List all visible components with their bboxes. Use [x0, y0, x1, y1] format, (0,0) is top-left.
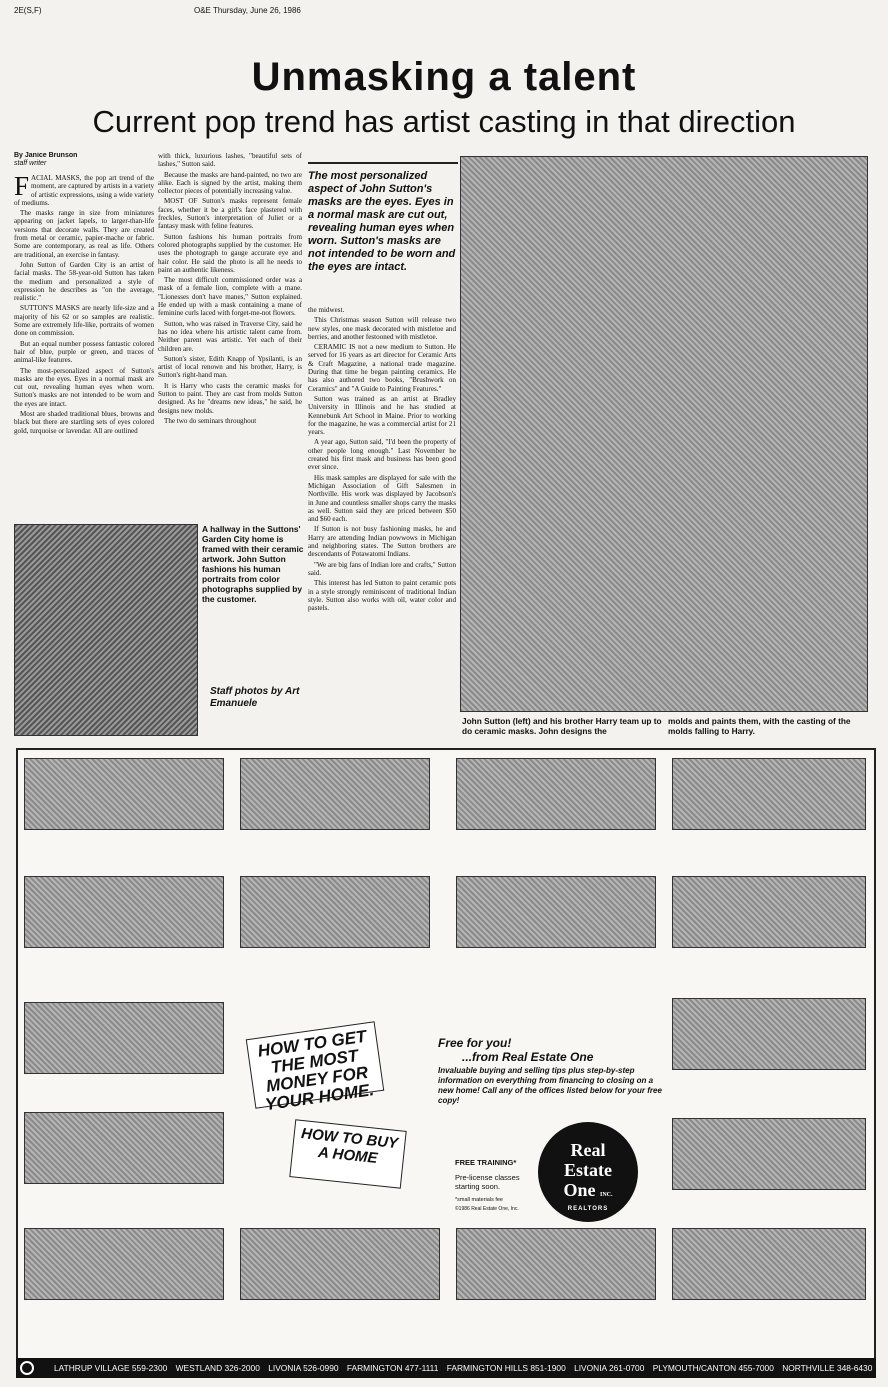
- free-training: [455, 1158, 540, 1213]
- equal-housing-icon: [20, 1361, 34, 1375]
- free-offer-line1: Free for you!: [438, 1036, 512, 1050]
- article-column-2: [158, 152, 302, 520]
- house-photo: [240, 1228, 440, 1300]
- logo-line3: [538, 1180, 638, 1205]
- listing: [240, 758, 430, 779]
- subheadline: Current pop trend has artist casting in that direction: [92, 104, 796, 139]
- paragraph: It is Harry who casts the ceramic masks for Sutton to paint. They are cast from molds Sutton designed. As he "dreams new ideas," he said, he designs new molds.: [158, 381, 302, 415]
- listing: [240, 1228, 440, 1249]
- listing: [24, 1002, 224, 1023]
- listing: [24, 1228, 224, 1256]
- house-photo: [456, 876, 656, 948]
- paragraph: The most difficult commissioned order was a mask of a female lion, complete with a mane. "Lionesses don't have manes," Sutton explained. He ended up with a mask containing a mane of feminine curls laced with forget-me-not flowers.: [158, 276, 302, 318]
- paragraph: This Christmas season Sutton will release two new styles, one mask decorated with mistletoe and berries, and another festooned with mistletoe.: [308, 316, 456, 341]
- page-header: [14, 4, 874, 18]
- page-number: 2E(S,F): [14, 6, 42, 15]
- house-photo: [672, 876, 866, 948]
- house-photo: [672, 998, 866, 1070]
- office: WESTLAND 326-2000: [175, 1363, 260, 1373]
- paragraph: "We are big fans of Indian lore and crafts," Sutton said.: [308, 560, 456, 577]
- logo-line2: Estate: [564, 1160, 612, 1180]
- main-photo-brothers-painting-masks: [460, 156, 868, 712]
- paragraph: Most are shaded traditional blues, browns and black but there are startling sets of eyes colored gold, turquoise or lavendar. All are outlined: [14, 410, 154, 435]
- listing: [24, 876, 224, 904]
- free-offer: [438, 1036, 668, 1106]
- paragraph: The masks range in size from miniatures appearing on jacket lapels, to larger-than-life versions that decorate walls. They are created from metal or ceramic, papier-mache or fabric. Some are contemporary, as real as life. Others are traditional, an exercise in fantasy.: [14, 209, 154, 259]
- listing: [456, 1228, 656, 1256]
- listing: [24, 758, 224, 779]
- free-offer-body: Invaluable buying and selling tips plus step-by-step information on everything from financing to closing on a new home! Call any of the offices listed below for your free copy!: [438, 1066, 662, 1105]
- article-column-3: [308, 306, 456, 734]
- logo-one: One: [563, 1180, 596, 1200]
- paragraph: The most-personalized aspect of Sutton's masks are the eyes. Eyes in a normal mask are cut out, revealing human eyes when worn. Sutton's masks are not intended to be worn and the eyes are intact.: [14, 366, 154, 408]
- article-column-1: [14, 152, 154, 520]
- booklet-how-to-get-most-money: HOW TO GET THE MOST MONEY FOR YOUR HOME.: [246, 1021, 384, 1108]
- house-photo: [24, 876, 224, 948]
- listing: [456, 758, 656, 779]
- paragraph: CERAMIC IS not a new medium to Sutton. He served for 16 years as art director for Ceramic Arts & Craft Magazine, a national trade magazine. During that time he began painting ceramics. He has also authored two books, "Brushwork on Ceramics" and "A Guide to Painting Features.": [308, 343, 456, 393]
- listing: [672, 1228, 866, 1256]
- office: FARMINGTON HILLS 851-1900: [446, 1363, 566, 1373]
- paragraph: A year ago, Sutton said, "I'd been the property of other people long enough." Last November he created his first mask and business has been good ever since.: [308, 438, 456, 472]
- listing: [672, 1118, 866, 1146]
- house-photo: [240, 758, 430, 830]
- office: LATHRUP VILLAGE 559-2300: [54, 1363, 168, 1373]
- paragraph: Sutton, who was raised in Traverse City, said he has no idea where his artistic talent came from. Neither parent was artistic. Yet each of their children are.: [158, 319, 302, 353]
- drop-cap: F: [14, 171, 30, 201]
- free-offer-line2: ...from Real Estate One: [462, 1050, 594, 1064]
- byline: [14, 152, 154, 168]
- paragraph: John Sutton of Garden City is an artist of facial masks. The 58-year-old Sutton has taken the medium and personalized a style of expression he describes as "on the average, realistic.": [14, 260, 154, 303]
- training-title: FREE TRAINING*: [455, 1158, 517, 1167]
- logo-line1: Real: [570, 1140, 606, 1160]
- logo-inc: INC.: [600, 1192, 613, 1198]
- pull-quote: The most personalized aspect of John Sutton's masks are the eyes. Eyes in a normal mask are cut out, revealing human eyes when worn. Sutton's masks are not intended to be worn and the eyes are intact.: [308, 162, 458, 274]
- listing: [24, 1112, 224, 1133]
- house-photo: [24, 1228, 224, 1300]
- office: LIVONIA 526-0990: [268, 1363, 339, 1373]
- paragraph: SUTTON'S MASKS are nearly life-size and a majority of his 62 or so samples are realistic. Some are extremely life-like, portraits of women done on commission.: [14, 304, 154, 338]
- byline-role: staff writer: [14, 160, 47, 167]
- training-copyright: ©1986 Real Estate One, Inc.: [455, 1206, 519, 1212]
- paragraph: Sutton's sister, Edith Knapp of Ypsilanti, is an artist of local renown and his brother, Harry, is Sutton's right-hand man.: [158, 354, 302, 380]
- paragraph: MOST OF Sutton's masks represent female faces, whether it be a girl's face plastered with freckles, Sutton's interpretation of Juliet or a fantasy mask with feline features.: [158, 197, 302, 231]
- paragraph: ACIAL MASKS, the pop art trend of the moment, are captured by artists in a variety of artistic expressions, using a wide variety of mediums.: [14, 174, 154, 207]
- office: LIVONIA 261-0700: [574, 1363, 645, 1373]
- logo-realtors: REALTORS: [567, 1206, 609, 1212]
- listing: [240, 876, 430, 904]
- office: FARMINGTON 477-1111: [346, 1363, 439, 1373]
- listing: [672, 876, 866, 904]
- training-body: Pre-license classes starting soon.: [455, 1173, 520, 1191]
- byline-name: By Janice Brunson: [14, 152, 78, 159]
- paragraph: His mask samples are displayed for sale with the Michigan Association of Gift Salesmen in Northville. His work was displayed by Jacobson's in June and countless smaller shops carry the masks as well. Sutton said they are priced between $50 and $60 each.: [308, 473, 456, 524]
- house-photo: [240, 876, 430, 948]
- paragraph: Because the masks are hand-painted, no two are alike. Each is signed by the artist, making them collector pieces of potentially increasing value.: [158, 170, 302, 196]
- house-photo: [456, 758, 656, 830]
- booklet-how-to-buy-a-home: HOW TO BUY A HOME: [289, 1119, 406, 1188]
- headline: Unmasking a talent: [251, 55, 637, 99]
- house-photo: [24, 758, 224, 830]
- paragraph: Sutton was trained as an artist at Bradley University in Illinois and he has studied at Kennebunk Art School in Maine. Prior to working for the magazine, he was a commercial artist for 21 years.: [308, 394, 456, 437]
- house-photo: [24, 1112, 224, 1184]
- listing: [456, 876, 656, 904]
- publication-date: O&E Thursday, June 26, 1986: [194, 6, 301, 15]
- office: PLYMOUTH/CANTON 455-7000: [652, 1363, 774, 1373]
- paragraph: If Sutton is not busy fashioning masks, he and Harry are attending Indian powwows in Michigan and neighboring states. The Sutton brothers are descendants of Potawatomi Indians.: [308, 525, 456, 559]
- house-photo: [456, 1228, 656, 1300]
- paragraph: the midwest.: [308, 306, 345, 314]
- paragraph: with thick, luxurious lashes, "beautiful sets of lashes," Sutton said.: [158, 152, 302, 169]
- staff-photo-credit: Staff photos by Art Emanuele: [210, 686, 300, 709]
- main-photo-caption-right: molds and paints them, with the casting of the molds falling to Harry.: [668, 716, 851, 736]
- paragraph: The two do seminars throughout: [164, 416, 257, 425]
- real-estate-one-logo: [538, 1122, 638, 1222]
- paragraph: This interest has led Sutton to paint ceramic pots in a style strongly reminiscent of traditional Indian style. Sutton also works with oil, water color and pastels.: [308, 579, 456, 613]
- house-photo: [672, 1228, 866, 1300]
- house-photo: [24, 1002, 224, 1074]
- training-note: *small materials fee: [455, 1197, 503, 1203]
- paragraph: But an equal number possess fantastic colored hair of blue, purple or green, and traces of animal-like features.: [14, 339, 154, 365]
- hallway-photo: [14, 524, 198, 736]
- listing: [672, 758, 866, 779]
- house-photo: [672, 758, 866, 830]
- main-photo-caption-left: John Sutton (left) and his brother Harry team up to do ceramic masks. John designs the: [462, 716, 662, 736]
- office: NORTHVILLE 348-6430: [782, 1363, 873, 1373]
- listing: [672, 998, 866, 1019]
- paragraph: Sutton fashions his human portraits from colored photographs supplied by the customer. He uses the photograph to gauge accurate eye and hair color. He said the photo is all he needs to paint an authentic likeness.: [158, 232, 302, 274]
- hallway-photo-caption: A hallway in the Suttons' Garden City home is framed with their ceramic artwork. John Sutton fashions his human portraits from color photographs supplied by the customer.: [202, 524, 304, 604]
- house-photo: [672, 1118, 866, 1190]
- office-listing-bar: [16, 1358, 876, 1378]
